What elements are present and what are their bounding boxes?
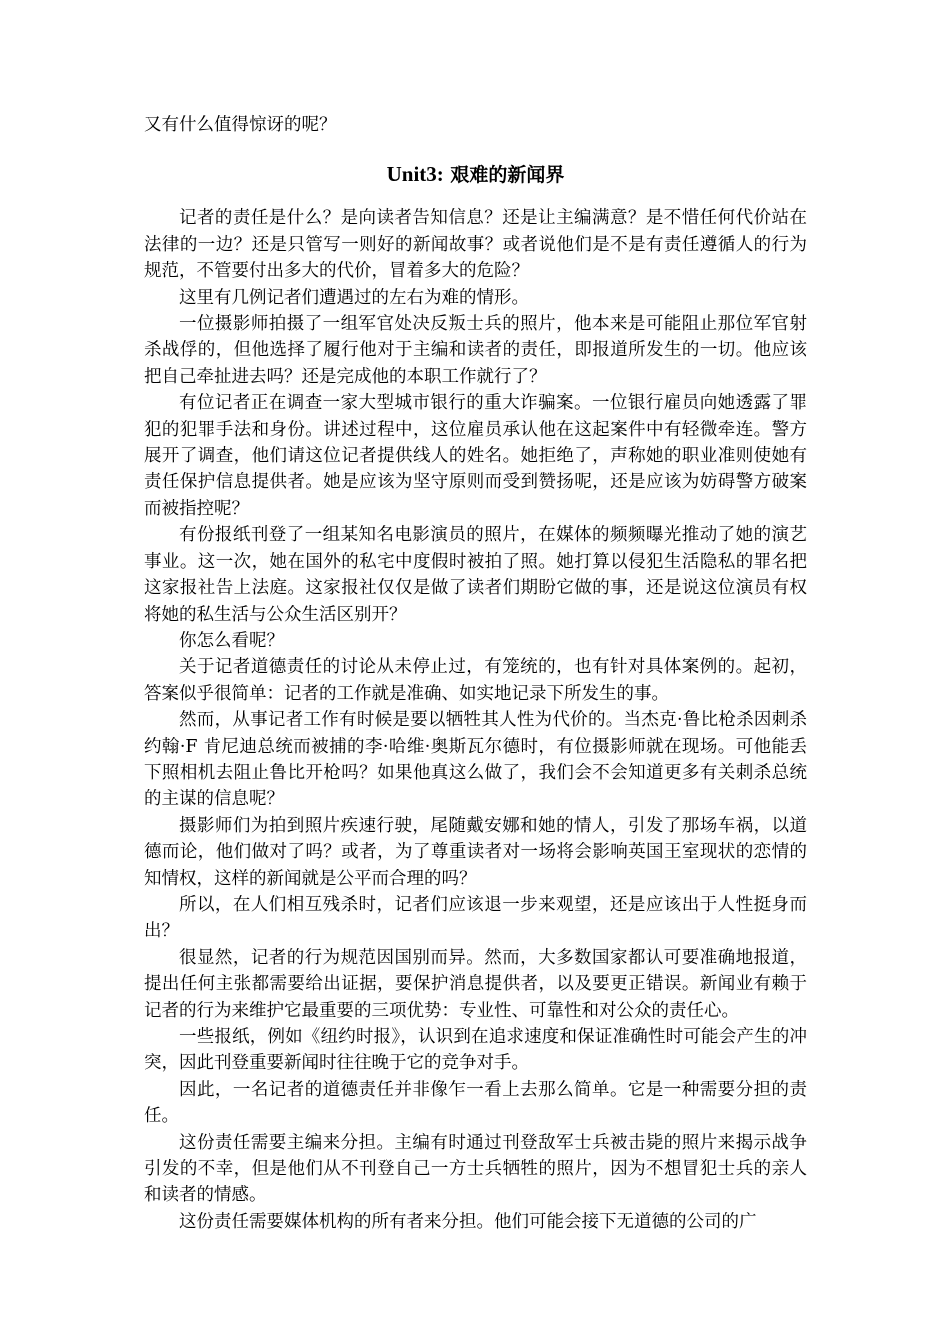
paragraph: 关于记者道德责任的讨论从未停止过，有笼统的，也有针对具体案例的。起初，答案似乎很简单：记者的工作就是准确、如实地记录下所发生的事。 xyxy=(144,657,807,704)
paragraph: 这份责任需要主编来分担。主编有时通过刊登敌军士兵被击毙的照片来揭示战争引发的不幸，但是他们从不刊登自己一方士兵牺牲的照片，因为不想冒犯士兵的亲人和读者的情感。 xyxy=(144,1132,807,1206)
unit-title-text: 艰难的新闻界 xyxy=(450,164,565,187)
paragraph: 记者的责任是什么？是向读者告知信息？还是让主编满意？是不惜任何代价站在法律的一边？还是只管写一则好的新闻故事？或者说他们是不是有责任遵循人的行为规范，不管要付出多大的代价，冒着多大的危险？ xyxy=(144,208,807,282)
unit-title xyxy=(144,160,807,189)
paragraph: 有位记者正在调查一家大型城市银行的重大诈骗案。一位银行雇员向她透露了罪犯的犯罪手法和身份。讲述过程中，这位雇员承认他在这起案件中有轻微牵连。警方展开了调查，他们请这位记者提供线人的姓名。她拒绝了，声称她的职业准则使她有责任保护信息提供者。她是应该为坚守原则而受到赞扬呢，还是应该为妨碍警方破案而被指控呢？ xyxy=(144,393,807,519)
paragraph: 有份报纸刊登了一组某知名电影演员的照片，在媒体的频频曝光推动了她的演艺事业。这一次，她在国外的私宅中度假时被拍了照。她打算以侵犯生活隐私的罪名把这家报社告上法庭。这家报社仅仅是做了读者们期盼它做的事，还是说这位演员有权将她的私生活与公众生活区别开？ xyxy=(144,525,807,625)
unit-number: Unit3: xyxy=(386,162,444,187)
paragraph: 摄影师们为拍到照片疾速行驶，尾随戴安娜和她的情人，引发了那场车祸，以道德而论，他们做对了吗？或者，为了尊重读者对一场将会影响英国王室现状的恋情的知情权，这样的新闻就是公平而合理的吗？ xyxy=(144,815,807,889)
article-body xyxy=(144,205,807,1235)
paragraph: 一位摄影师拍摄了一组军官处决反叛士兵的照片，他本来是可能阻止那位军官射杀战俘的，但他选择了履行他对于主编和读者的责任，即报道所发生的一切。他应该把自己牵扯进去吗？还是完成他的本职工作就行了？ xyxy=(144,314,807,387)
paragraph: 所以，在人们相互残杀时，记者们应该退一步来观望，还是应该出于人性挺身而出？ xyxy=(144,894,807,942)
paragraph: 这里有几例记者们遭遇过的左右为难的情形。 xyxy=(179,287,529,308)
document-page xyxy=(144,112,807,1235)
paragraph: 这份责任需要媒体机构的所有者来分担。他们可能会接下无道德的公司的广 xyxy=(179,1211,757,1232)
paragraph: 因此，一名记者的道德责任并非像乍一看上去那么简单。它是一种需要分担的责任。 xyxy=(144,1079,807,1127)
lead-text: 又有什么值得惊讶的呢？ xyxy=(144,115,337,135)
paragraph: 你怎么看呢？ xyxy=(179,630,284,651)
paragraph: 很显然，记者的行为规范因国别而异。然而，大多数国家都认可要准确地报道，提出任何主张都需要给出证据，要保护消息提供者，以及要更正错误。新闻业有赖于记者的行为来维护它最重要的三项优势：专业性、可靠性和对公众的责任心。 xyxy=(144,947,807,1021)
paragraph: 然而，从事记者工作有时候是要以牺牲其人性为代价的。当杰克·鲁比枪杀因刺杀约翰·F 肯尼迪总统而被捕的李·哈维·奥斯瓦尔德时，有位摄影师就在现场。可他能丢下照相机去阻止鲁比开枪吗？如果他真这么做了，我们会不会知道更多有关刺杀总统的主谋的信息呢？ xyxy=(144,710,807,810)
paragraph: 一些报纸，例如《纽约时报》，认识到在追求速度和保证准确性时可能会产生的冲突，因此刊登重要新闻时往往晚于它的竞争对手。 xyxy=(144,1027,807,1074)
